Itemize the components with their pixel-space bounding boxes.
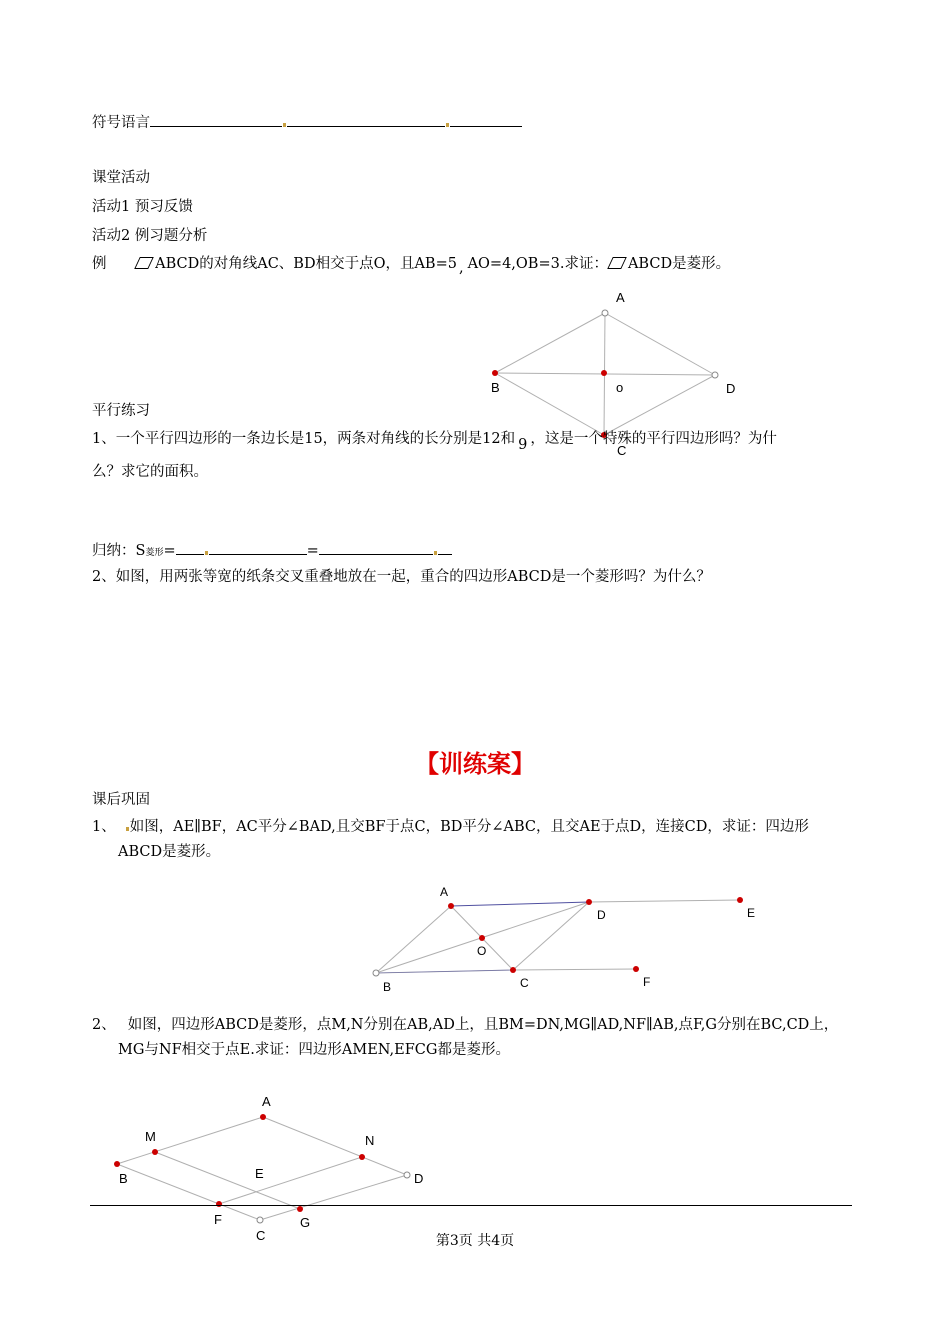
example-label: 例 bbox=[92, 256, 107, 272]
blank-7 bbox=[438, 540, 452, 555]
question-2-line: 2、如图，用两张等宽的纸条交叉重叠地放在一起，重合的四边形ABCD是一个菱形吗？为什么？ bbox=[92, 569, 711, 585]
q1-nine: 9 bbox=[518, 437, 528, 453]
training-1-line-1 bbox=[92, 817, 809, 837]
blank-4 bbox=[176, 540, 204, 555]
example-text-1: ABCD的对角线AC、BD相交于点O，且AB=5 bbox=[155, 256, 457, 272]
blank-6 bbox=[319, 540, 433, 555]
summary-eq1: = bbox=[163, 543, 176, 559]
point-D bbox=[586, 899, 592, 905]
point-A bbox=[260, 1114, 266, 1120]
summary-prefix: 归纳：S bbox=[92, 543, 146, 559]
parallelogram-icon bbox=[134, 257, 154, 269]
mark bbox=[205, 551, 208, 555]
blank-2 bbox=[287, 112, 445, 127]
label-G: G bbox=[300, 1215, 311, 1230]
point-C bbox=[257, 1217, 263, 1223]
label-C: C bbox=[256, 1228, 266, 1243]
point-O bbox=[601, 370, 607, 376]
q1-text-b: ，这是一个特殊的平行四边形吗？为什 bbox=[530, 431, 777, 447]
point-F bbox=[216, 1201, 222, 1207]
q1-text-a: 1、一个平行四边形的一条边长是15，两条对角线的长分别是12和 bbox=[92, 431, 516, 447]
label-E: E bbox=[747, 906, 756, 920]
example-line bbox=[92, 254, 730, 274]
activity-1: 活动1 预习反馈 bbox=[92, 199, 193, 215]
label-B: B bbox=[119, 1171, 128, 1186]
blank-3 bbox=[450, 112, 522, 127]
point-A bbox=[448, 903, 454, 909]
training-2-line-2: MG与NF相交于点E.求证：四边形AMEN,EFCG都是菱形。 bbox=[118, 1042, 510, 1058]
example-comma: , bbox=[458, 260, 464, 276]
label-B: B bbox=[383, 980, 392, 994]
summary-line bbox=[92, 540, 452, 563]
label-B: B bbox=[491, 380, 500, 395]
label-F: F bbox=[214, 1212, 222, 1227]
point-N bbox=[359, 1154, 365, 1160]
label-C: C bbox=[520, 976, 529, 990]
training-2-line-1 bbox=[92, 1015, 838, 1035]
label-E: E bbox=[255, 1166, 264, 1181]
label-M: M bbox=[145, 1129, 156, 1144]
label-O: O bbox=[477, 944, 487, 958]
question-1-line-2: 么？求它的面积。 bbox=[92, 464, 208, 480]
label-F: F bbox=[643, 975, 651, 989]
t1-text: 如图，AE∥BF，AC平分∠BAD,且交BF于点C，BD平分∠ABC，且交AE于点D，连接CD，求证：四边形 bbox=[129, 819, 809, 835]
blank-5 bbox=[209, 540, 307, 555]
mark bbox=[434, 551, 437, 555]
symbol-language-line bbox=[92, 112, 522, 133]
label-O: o bbox=[616, 380, 624, 395]
point-C bbox=[510, 967, 516, 973]
footer-divider bbox=[90, 1205, 852, 1206]
figure-rhombus-3 bbox=[100, 1090, 440, 1250]
training-1-line-2: ABCD是菱形。 bbox=[118, 844, 221, 860]
point-E bbox=[737, 897, 743, 903]
mark bbox=[283, 123, 286, 127]
label-A: A bbox=[616, 290, 625, 305]
parallelogram-icon bbox=[607, 257, 627, 269]
label-A: A bbox=[440, 885, 449, 899]
point-B bbox=[114, 1161, 120, 1167]
figure-rhombus-2 bbox=[370, 880, 770, 995]
label-D: D bbox=[597, 908, 606, 922]
point-B bbox=[373, 970, 379, 976]
training-heading: 【训练案】 bbox=[415, 750, 535, 778]
label-A: A bbox=[262, 1094, 271, 1109]
example-text-3: ABCD是菱形。 bbox=[627, 256, 731, 272]
point-O bbox=[479, 935, 485, 941]
parallel-practice-title: 平行练习 bbox=[92, 403, 150, 419]
point-F bbox=[633, 966, 639, 972]
example-text-2: AO=4,OB=3.求证： bbox=[467, 256, 608, 272]
symbol-language-label: 符号语言 bbox=[92, 115, 150, 131]
label-N: N bbox=[365, 1133, 375, 1148]
label-D: D bbox=[726, 381, 736, 396]
t2-num: 2、 bbox=[92, 1017, 116, 1033]
t1-num: 1、 bbox=[92, 819, 116, 835]
point-M bbox=[152, 1149, 158, 1155]
class-activity-title: 课堂活动 bbox=[92, 170, 150, 186]
t2-text: 如图，四边形ABCD是菱形，点M,N分别在AB,AD上，且BM=DN,MG∥AD,NF∥AB,点F,G分别在BC,CD上， bbox=[127, 1017, 839, 1033]
point-G bbox=[297, 1206, 303, 1212]
summary-eq2: = bbox=[306, 543, 319, 559]
mark bbox=[446, 123, 449, 127]
summary-sub: 菱形 bbox=[145, 548, 164, 558]
after-class-title: 课后巩固 bbox=[92, 792, 150, 808]
label-C: C bbox=[617, 443, 627, 458]
question-1-line-1 bbox=[92, 429, 777, 453]
label-D: D bbox=[414, 1171, 424, 1186]
point-D bbox=[404, 1172, 410, 1178]
blank-1 bbox=[150, 112, 282, 127]
activity-2: 活动2 例习题分析 bbox=[92, 228, 208, 244]
mark bbox=[126, 827, 129, 831]
page-footer: 第3页 共4页 bbox=[435, 1233, 515, 1249]
point-B bbox=[492, 370, 498, 376]
point-D bbox=[712, 372, 718, 378]
point-A bbox=[602, 310, 608, 316]
